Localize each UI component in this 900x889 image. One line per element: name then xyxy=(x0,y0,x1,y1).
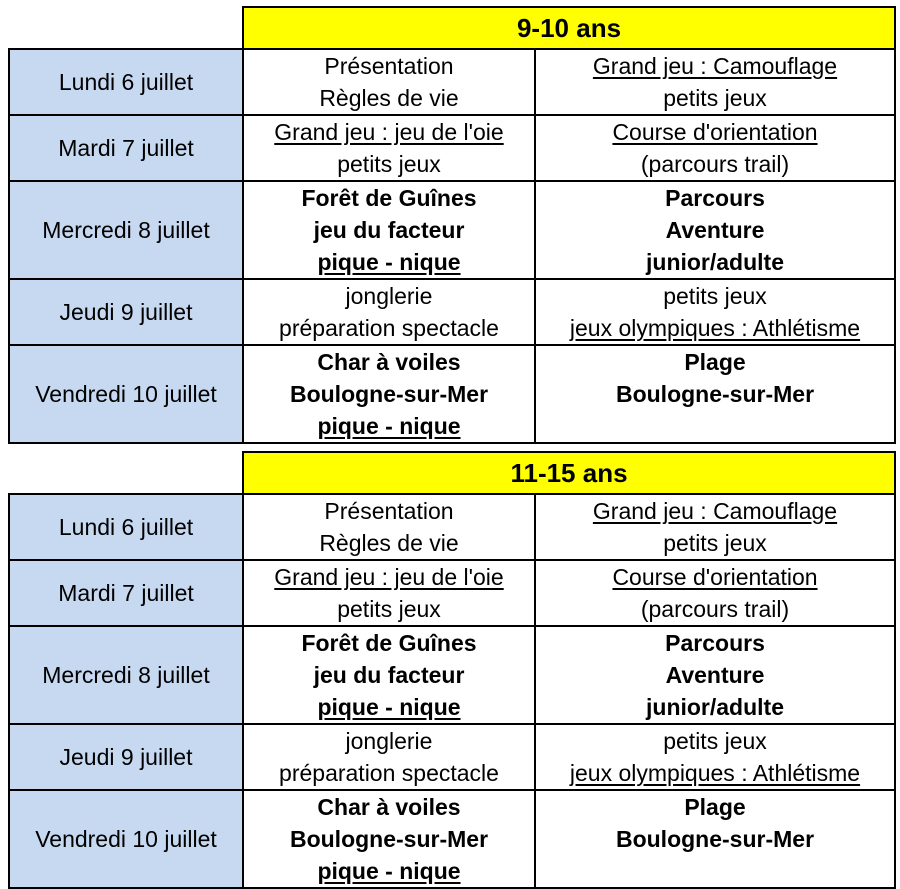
schedule-table-9-10 xyxy=(8,6,896,444)
activity-line: pique - nique xyxy=(317,694,461,720)
activity-line: jeu du facteur xyxy=(313,217,465,243)
activity-cell xyxy=(535,279,895,345)
header-blank-cell xyxy=(9,452,243,494)
table-row xyxy=(9,790,895,888)
table-row xyxy=(9,494,895,560)
activity-line: petits jeux xyxy=(663,530,767,556)
activity-line: (parcours trail) xyxy=(640,151,790,177)
activity-line: Aventure xyxy=(665,662,765,688)
activity-cell xyxy=(535,345,895,443)
activity-line: Aventure xyxy=(665,217,765,243)
day-cell: Vendredi 10 juillet xyxy=(9,345,243,443)
activity-line: Parcours xyxy=(665,185,765,211)
activity-line: Présentation xyxy=(324,53,454,79)
activity-cell xyxy=(535,560,895,626)
table-row xyxy=(9,115,895,181)
activity-cell xyxy=(535,724,895,790)
activity-line: Règles de vie xyxy=(319,85,459,111)
activity-cell xyxy=(243,345,535,443)
activity-line: préparation spectacle xyxy=(279,315,499,341)
day-cell: Vendredi 10 juillet xyxy=(9,790,243,888)
day-cell: Mardi 7 juillet xyxy=(9,115,243,181)
activity-line: Grand jeu : Camouflage xyxy=(592,53,838,79)
day-cell: Mercredi 8 juillet xyxy=(9,181,243,279)
activity-line: jonglerie xyxy=(345,728,433,754)
activity-cell xyxy=(243,626,535,724)
activity-line: Forêt de Guînes xyxy=(301,185,477,211)
activity-cell xyxy=(243,115,535,181)
activity-line: jeu du facteur xyxy=(313,662,465,688)
header-blank-cell xyxy=(9,7,243,49)
table-row xyxy=(9,560,895,626)
activity-cell xyxy=(535,49,895,115)
activity-line: Course d'orientation xyxy=(612,564,818,590)
activity-line: Présentation xyxy=(324,498,454,524)
activity-line: pique - nique xyxy=(317,249,461,275)
activity-cell xyxy=(243,279,535,345)
table-row xyxy=(9,279,895,345)
activity-cell xyxy=(535,790,895,888)
activity-line: Parcours xyxy=(665,630,765,656)
activity-line: Plage xyxy=(684,794,746,820)
activity-line: jeux olympiques : Athlétisme xyxy=(569,760,861,786)
activity-cell xyxy=(243,724,535,790)
activity-line: petits jeux xyxy=(663,283,767,309)
activity-line: jonglerie xyxy=(345,283,433,309)
day-cell: Lundi 6 juillet xyxy=(9,49,243,115)
day-cell: Mercredi 8 juillet xyxy=(9,626,243,724)
activity-line: Grand jeu : jeu de l'oie xyxy=(274,119,504,145)
activity-cell xyxy=(243,181,535,279)
table-row xyxy=(9,49,895,115)
activity-line: Boulogne-sur-Mer xyxy=(615,381,815,407)
day-cell: Jeudi 9 juillet xyxy=(9,279,243,345)
group-title: 9-10 ans xyxy=(243,7,895,49)
activity-line: Grand jeu : jeu de l'oie xyxy=(274,564,504,590)
group-header-row xyxy=(9,452,895,494)
activity-line: Boulogne-sur-Mer xyxy=(289,826,489,852)
activity-line: Forêt de Guînes xyxy=(301,630,477,656)
activity-line: Boulogne-sur-Mer xyxy=(289,381,489,407)
table-row xyxy=(9,181,895,279)
activity-line: junior/adulte xyxy=(646,694,784,720)
activity-line: Char à voiles xyxy=(317,349,461,375)
activity-line: junior/adulte xyxy=(646,249,784,275)
activity-cell xyxy=(535,181,895,279)
table-row xyxy=(9,626,895,724)
activity-cell xyxy=(535,494,895,560)
activity-line: pique - nique xyxy=(317,413,461,439)
activity-line: petits jeux xyxy=(337,151,441,177)
schedule-table-11-15 xyxy=(8,451,896,889)
activity-cell xyxy=(243,560,535,626)
table-row xyxy=(9,345,895,443)
day-cell: Mardi 7 juillet xyxy=(9,560,243,626)
activity-line: petits jeux xyxy=(663,85,767,111)
activity-line: Char à voiles xyxy=(317,794,461,820)
group-title: 11-15 ans xyxy=(243,452,895,494)
activity-line: (parcours trail) xyxy=(640,596,790,622)
activity-line: petits jeux xyxy=(337,596,441,622)
activity-line: petits jeux xyxy=(663,728,767,754)
activity-cell xyxy=(243,49,535,115)
activity-line: jeux olympiques : Athlétisme xyxy=(569,315,861,341)
activity-line: préparation spectacle xyxy=(279,760,499,786)
activity-line: pique - nique xyxy=(317,858,461,884)
day-cell: Lundi 6 juillet xyxy=(9,494,243,560)
activity-line: Règles de vie xyxy=(319,530,459,556)
activity-cell xyxy=(243,790,535,888)
activity-line: Boulogne-sur-Mer xyxy=(615,826,815,852)
activity-cell xyxy=(243,494,535,560)
table-row xyxy=(9,724,895,790)
activity-line: Grand jeu : Camouflage xyxy=(592,498,838,524)
day-cell: Jeudi 9 juillet xyxy=(9,724,243,790)
group-header-row xyxy=(9,7,895,49)
activity-line: Course d'orientation xyxy=(612,119,818,145)
activity-cell xyxy=(535,626,895,724)
activity-cell xyxy=(535,115,895,181)
activity-line: Plage xyxy=(684,349,746,375)
